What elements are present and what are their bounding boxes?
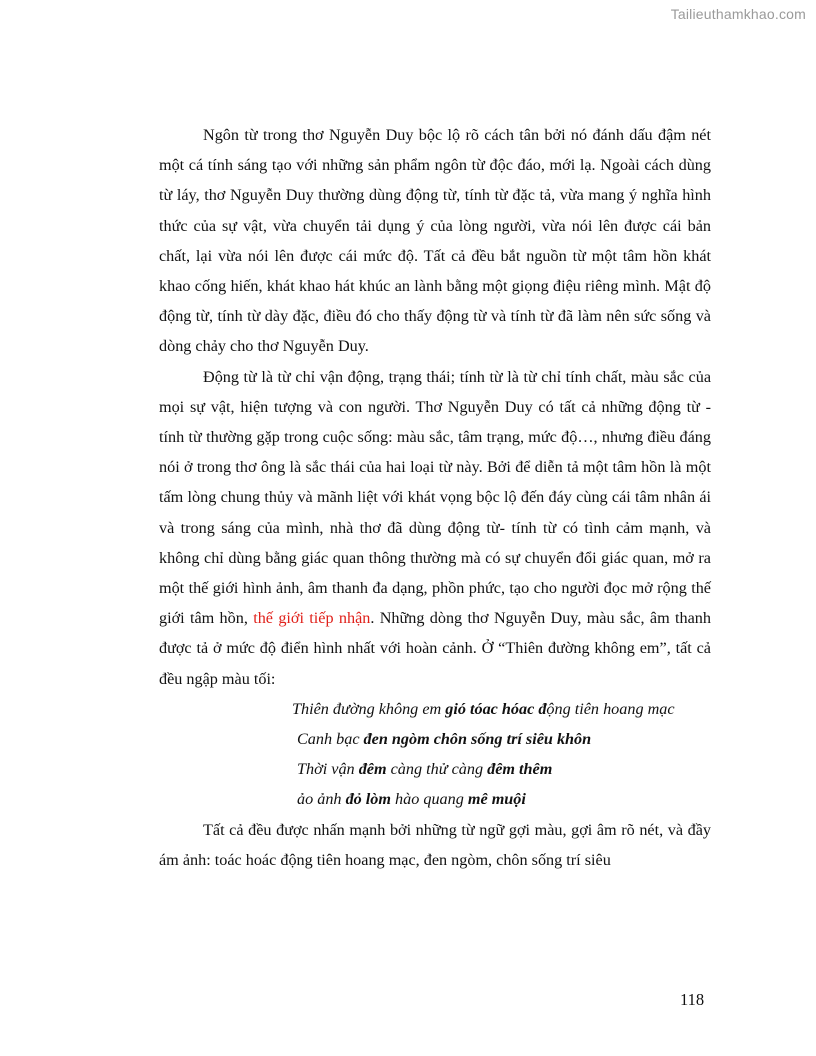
document-body: [159, 120, 711, 875]
poem-line-3: [159, 754, 711, 784]
poem-line-1-part: Thiên đường không em: [292, 699, 446, 718]
poem-line-1: [159, 694, 711, 724]
poem-line-3-emphasis: đêm: [358, 760, 387, 779]
page-number: 118: [680, 990, 705, 1009]
poem-line-2: [159, 724, 711, 754]
watermark-text: Tailieuthamkhao.com: [670, 6, 806, 22]
poem-line-3-emphasis: đêm thêm: [487, 760, 553, 779]
poem-line-4-part: hào quang: [390, 790, 468, 809]
poem-line-4-emphasis: đỏ lòm: [345, 790, 391, 809]
highlighted-phrase: thế giới tiếp nhận: [253, 609, 371, 628]
poem-line-3-part: Thời vận: [297, 760, 359, 779]
paragraph-3: Tất cả đều được nhấn mạnh bởi những từ ngữ gợi màu, gợi âm rõ nét, và đầy ám ảnh: toác hoác động tiên hoang mạc, đen ngòm, chôn sống trí siêu: [159, 820, 711, 869]
paragraph-2-text-end: . Những dòng thơ Nguyễn Duy, màu sắc, âm thanh được tả ở mức độ điển hình nhất với hoàn cảnh. Ở “Thiên đường không em”, tất cả đều ngập màu tối:: [159, 609, 711, 688]
poem-line-2-emphasis: đen ngòm chôn sống trí siêu khôn: [363, 730, 592, 749]
poem-line-4-emphasis: mê muội: [467, 790, 526, 809]
paragraph-1: Ngôn từ trong thơ Nguyễn Duy bộc lộ rõ cách tân bởi nó đánh dấu đậm nét một cá tính sáng tạo với những sản phẩm ngôn từ độc đáo, mới lạ. Ngoài cách dùng từ láy, thơ Nguyễn Duy thường dùng động từ, tính từ đặc tả, vừa mang ý nghĩa hình thức của sự vật, vừa chuyển tải dụng ý của lòng người, vừa nói lên được cái bản chất, lại vừa nói lên được cái mức độ. Tất cả đều bắt nguồn từ một tâm hồn khát khao cống hiến, khát khao hát khúc an lành bằng một giọng điệu riêng mình. Mật độ động từ, tính từ dày đặc, điều đó cho thấy động từ và tính từ đã làm nên sức sống và dòng chảy cho thơ Nguyễn Duy.: [159, 126, 711, 356]
paragraph-2: [159, 362, 711, 694]
poem-line-4-part: ảo ảnh: [297, 790, 346, 809]
poem-line-1-emphasis: gió tóac hóac đ: [445, 699, 547, 718]
poem-block: [159, 694, 711, 815]
poem-line-2-part: Canh bạc: [297, 730, 364, 749]
poem-line-1-part: ộng tiên hoang mạc: [546, 699, 675, 718]
poem-line-3-part: càng thử càng: [386, 760, 488, 779]
paragraph-2-text-start: Động từ là từ chỉ vận động, trạng thái; tính từ là từ chỉ tính chất, màu sắc của mọi sự vật, hiện tượng và con người. Thơ Nguyễn Duy có tất cả những động từ - tính từ thường gặp trong cuộc sống: màu sắc, tâm trạng, mức độ…, nhưng điều đáng nói ở trong thơ ông là sắc thái của hai loại từ này. Bởi để diễn tả một tâm hồn là một tấm lòng chung thủy và mãnh liệt với khát vọng bộc lộ đến đáy cùng cái tâm nhân ái và trong sáng của mình, nhà thơ đã dùng động từ- tính từ có tình cảm mạnh, và không chỉ dùng bằng giác quan thông thường mà có sự chuyển đổi giác quan, mở ra một thế giới hình ảnh, âm thanh đa dạng, phồn phức, tạo cho người đọc mở rộng thế giới tâm hồn,: [159, 367, 711, 628]
poem-line-4: [159, 784, 711, 814]
